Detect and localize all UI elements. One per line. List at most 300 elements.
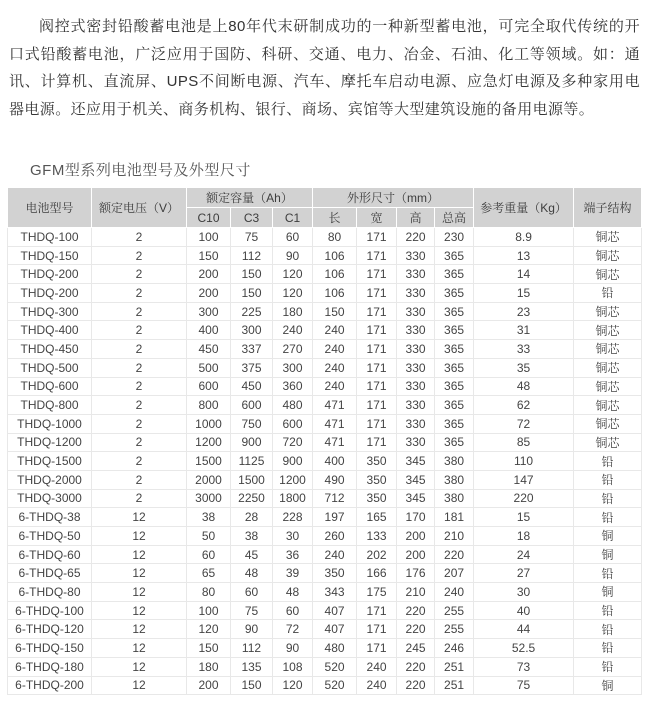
table-cell: 24 xyxy=(474,545,574,564)
table-cell: 240 xyxy=(357,676,397,695)
table-cell: 44 xyxy=(474,620,574,639)
table-cell: 铅 xyxy=(574,601,642,620)
table-cell: 171 xyxy=(357,620,397,639)
table-cell: 33 xyxy=(474,340,574,359)
table-cell: 80 xyxy=(313,228,357,247)
table-cell: 330 xyxy=(397,340,435,359)
table-cell: 15 xyxy=(474,508,574,527)
table-cell: 255 xyxy=(435,601,474,620)
table-cell: 180 xyxy=(273,302,313,321)
header-weight: 参考重量（Kg） xyxy=(474,188,574,228)
table-cell: 240 xyxy=(313,358,357,377)
table-cell: 240 xyxy=(313,545,357,564)
table-cell: 106 xyxy=(313,246,357,265)
table-cell: 90 xyxy=(273,639,313,658)
table-cell: 6-THDQ-180 xyxy=(8,657,92,676)
table-cell: 400 xyxy=(187,321,231,340)
table-cell: 240 xyxy=(313,377,357,396)
table-cell: 1500 xyxy=(231,470,273,489)
table-cell: 171 xyxy=(357,228,397,247)
table-cell: 220 xyxy=(435,545,474,564)
table-row xyxy=(8,508,642,527)
table-cell: 166 xyxy=(357,564,397,583)
table-cell: 330 xyxy=(397,377,435,396)
table-cell: 330 xyxy=(397,396,435,415)
table-header xyxy=(8,188,642,228)
table-cell: 255 xyxy=(435,620,474,639)
table-cell: THDQ-450 xyxy=(8,340,92,359)
table-cell: 23 xyxy=(474,302,574,321)
table-cell: 112 xyxy=(231,639,273,658)
table-cell: 380 xyxy=(435,489,474,508)
table-cell: 150 xyxy=(231,265,273,284)
table-cell: 1200 xyxy=(187,433,231,452)
table-cell: 18 xyxy=(474,527,574,546)
table-cell: 360 xyxy=(273,377,313,396)
table-row xyxy=(8,657,642,676)
table-cell: 120 xyxy=(273,676,313,695)
table-cell: 330 xyxy=(397,433,435,452)
table-cell: 100 xyxy=(187,601,231,620)
table-cell: 375 xyxy=(231,358,273,377)
table-cell: 6-THDQ-200 xyxy=(8,676,92,695)
table-cell: THDQ-1200 xyxy=(8,433,92,452)
table-cell: 12 xyxy=(92,676,187,695)
table-row xyxy=(8,676,642,695)
table-cell: 1000 xyxy=(187,414,231,433)
table-cell: THDQ-600 xyxy=(8,377,92,396)
table-row xyxy=(8,377,642,396)
header-total-height: 总高 xyxy=(435,208,474,228)
table-cell: THDQ-3000 xyxy=(8,489,92,508)
table-cell: 1500 xyxy=(187,452,231,471)
table-cell: 75 xyxy=(474,676,574,695)
table-cell: THDQ-1500 xyxy=(8,452,92,471)
table-cell: 2 xyxy=(92,470,187,489)
table-cell: 6-THDQ-80 xyxy=(8,583,92,602)
table-cell: 180 xyxy=(187,657,231,676)
table-cell: 171 xyxy=(357,396,397,415)
table-cell: 73 xyxy=(474,657,574,676)
table-cell: 6-THDQ-60 xyxy=(8,545,92,564)
table-row xyxy=(8,489,642,508)
table-cell: 220 xyxy=(397,601,435,620)
table-row xyxy=(8,583,642,602)
header-c3: C3 xyxy=(231,208,273,228)
table-cell: 200 xyxy=(397,545,435,564)
table-cell: 铅 xyxy=(574,639,642,658)
table-cell: 500 xyxy=(187,358,231,377)
table-cell: 365 xyxy=(435,302,474,321)
table-cell: 345 xyxy=(397,452,435,471)
table-cell: 2000 xyxy=(187,470,231,489)
table-cell: 8.9 xyxy=(474,228,574,247)
table-cell: 120 xyxy=(273,265,313,284)
table-cell: 520 xyxy=(313,676,357,695)
table-row xyxy=(8,639,642,658)
table-cell: 220 xyxy=(397,657,435,676)
table-cell: 75 xyxy=(231,228,273,247)
header-width: 宽 xyxy=(357,208,397,228)
table-cell: 15 xyxy=(474,284,574,303)
header-height: 高 xyxy=(397,208,435,228)
table-cell: 60 xyxy=(273,601,313,620)
table-cell: 490 xyxy=(313,470,357,489)
table-cell: THDQ-2000 xyxy=(8,470,92,489)
table-cell: 1800 xyxy=(273,489,313,508)
table-cell: 337 xyxy=(231,340,273,359)
table-cell: 251 xyxy=(435,676,474,695)
header-dimensions-group: 外形尺寸（mm） xyxy=(313,188,474,208)
table-cell: 330 xyxy=(397,358,435,377)
table-cell: THDQ-500 xyxy=(8,358,92,377)
table-cell: 365 xyxy=(435,414,474,433)
table-cell: 75 xyxy=(231,601,273,620)
table-cell: 13 xyxy=(474,246,574,265)
table-row xyxy=(8,601,642,620)
table-cell: 171 xyxy=(357,340,397,359)
table-cell: 6-THDQ-120 xyxy=(8,620,92,639)
table-row xyxy=(8,452,642,471)
table-cell: 铜芯 xyxy=(574,414,642,433)
table-cell: 246 xyxy=(435,639,474,658)
table-cell: 铅 xyxy=(574,620,642,639)
table-cell: 600 xyxy=(187,377,231,396)
table-row xyxy=(8,321,642,340)
table-cell: 90 xyxy=(273,246,313,265)
table-cell: 12 xyxy=(92,620,187,639)
table-cell: 240 xyxy=(435,583,474,602)
table-cell: 108 xyxy=(273,657,313,676)
table-cell: 铜芯 xyxy=(574,340,642,359)
header-voltage: 额定电压（V） xyxy=(92,188,187,228)
table-cell: 铜芯 xyxy=(574,377,642,396)
table-cell: 365 xyxy=(435,246,474,265)
table-cell: 48 xyxy=(231,564,273,583)
table-row xyxy=(8,302,642,321)
table-cell: 52.5 xyxy=(474,639,574,658)
table-cell: 150 xyxy=(187,246,231,265)
table-cell: 207 xyxy=(435,564,474,583)
table-cell: 106 xyxy=(313,265,357,284)
table-cell: 2 xyxy=(92,452,187,471)
table-cell: 50 xyxy=(187,527,231,546)
table-cell: 120 xyxy=(187,620,231,639)
table-row xyxy=(8,620,642,639)
table-cell: 6-THDQ-50 xyxy=(8,527,92,546)
table-cell: 60 xyxy=(273,228,313,247)
table-cell: 171 xyxy=(357,302,397,321)
table-cell: 365 xyxy=(435,377,474,396)
table-cell: 150 xyxy=(231,284,273,303)
table-cell: 200 xyxy=(397,527,435,546)
table-cell: 铅 xyxy=(574,564,642,583)
table-header-row-groups xyxy=(8,188,642,208)
table-cell: 171 xyxy=(357,639,397,658)
table-row xyxy=(8,340,642,359)
table-cell: 铜芯 xyxy=(574,433,642,452)
table-cell: 2 xyxy=(92,414,187,433)
table-cell: 600 xyxy=(231,396,273,415)
table-cell: 365 xyxy=(435,340,474,359)
table-cell: 2 xyxy=(92,284,187,303)
table-cell: 6-THDQ-150 xyxy=(8,639,92,658)
table-cell: 330 xyxy=(397,302,435,321)
table-cell: 150 xyxy=(313,302,357,321)
table-cell: 12 xyxy=(92,527,187,546)
table-cell: 2 xyxy=(92,265,187,284)
table-cell: THDQ-100 xyxy=(8,228,92,247)
table-cell: 171 xyxy=(357,358,397,377)
table-cell: 36 xyxy=(273,545,313,564)
table-cell: THDQ-150 xyxy=(8,246,92,265)
table-cell: 铜芯 xyxy=(574,246,642,265)
table-cell: 450 xyxy=(231,377,273,396)
table-cell: 750 xyxy=(231,414,273,433)
table-cell: 365 xyxy=(435,358,474,377)
table-cell: 40 xyxy=(474,601,574,620)
table-cell: 176 xyxy=(397,564,435,583)
table-cell: 170 xyxy=(397,508,435,527)
table-cell: 12 xyxy=(92,508,187,527)
table-cell: 300 xyxy=(187,302,231,321)
table-cell: 240 xyxy=(313,321,357,340)
table-cell: 1200 xyxy=(273,470,313,489)
table-cell: 27 xyxy=(474,564,574,583)
table-cell: 铜 xyxy=(574,676,642,695)
table-cell: 铜芯 xyxy=(574,302,642,321)
table-cell: 铜芯 xyxy=(574,358,642,377)
table-cell: 345 xyxy=(397,470,435,489)
table-cell: 2 xyxy=(92,321,187,340)
header-c1: C1 xyxy=(273,208,313,228)
table-row xyxy=(8,228,642,247)
table-cell: 铜 xyxy=(574,545,642,564)
table-cell: 720 xyxy=(273,433,313,452)
header-model: 电池型号 xyxy=(8,188,92,228)
table-cell: 147 xyxy=(474,470,574,489)
table-row xyxy=(8,358,642,377)
table-cell: 48 xyxy=(273,583,313,602)
table-cell: THDQ-1000 xyxy=(8,414,92,433)
table-cell: 35 xyxy=(474,358,574,377)
table-cell: 240 xyxy=(313,340,357,359)
table-cell: 407 xyxy=(313,620,357,639)
table-cell: 铜 xyxy=(574,527,642,546)
table-cell: 106 xyxy=(313,284,357,303)
table-cell: 80 xyxy=(187,583,231,602)
table-cell: 30 xyxy=(474,583,574,602)
table-row xyxy=(8,527,642,546)
table-cell: 200 xyxy=(187,284,231,303)
table-cell: 150 xyxy=(187,639,231,658)
table-cell: 202 xyxy=(357,545,397,564)
table-cell: 60 xyxy=(231,583,273,602)
table-cell: 铜芯 xyxy=(574,265,642,284)
table-cell: 200 xyxy=(187,265,231,284)
table-cell: 3000 xyxy=(187,489,231,508)
table-cell: 171 xyxy=(357,414,397,433)
table-cell: THDQ-800 xyxy=(8,396,92,415)
table-cell: 365 xyxy=(435,321,474,340)
table-cell: 铅 xyxy=(574,284,642,303)
table-cell: 712 xyxy=(313,489,357,508)
table-cell: 600 xyxy=(273,414,313,433)
table-cell: 112 xyxy=(231,246,273,265)
table-cell: 471 xyxy=(313,433,357,452)
table-cell: 171 xyxy=(357,265,397,284)
table-cell: 6-THDQ-38 xyxy=(8,508,92,527)
table-cell: 2 xyxy=(92,340,187,359)
table-cell: 365 xyxy=(435,396,474,415)
battery-table-body xyxy=(8,228,642,695)
table-cell: 220 xyxy=(474,489,574,508)
table-cell: 365 xyxy=(435,265,474,284)
table-cell: 330 xyxy=(397,321,435,340)
table-cell: 330 xyxy=(397,246,435,265)
table-cell: 65 xyxy=(187,564,231,583)
table-cell: 110 xyxy=(474,452,574,471)
table-cell: 62 xyxy=(474,396,574,415)
table-cell: 48 xyxy=(474,377,574,396)
table-cell: 铜芯 xyxy=(574,321,642,340)
table-cell: 200 xyxy=(187,676,231,695)
table-cell: 380 xyxy=(435,452,474,471)
table-cell: THDQ-300 xyxy=(8,302,92,321)
table-cell: 480 xyxy=(313,639,357,658)
table-cell: 450 xyxy=(187,340,231,359)
table-cell: 171 xyxy=(357,246,397,265)
table-cell: 120 xyxy=(273,284,313,303)
table-cell: 38 xyxy=(231,527,273,546)
table-cell: 133 xyxy=(357,527,397,546)
table-row xyxy=(8,396,642,415)
table-cell: 300 xyxy=(231,321,273,340)
table-row xyxy=(8,470,642,489)
header-capacity-group: 额定容量（Ah） xyxy=(187,188,313,208)
table-cell: 345 xyxy=(397,489,435,508)
table-row xyxy=(8,246,642,265)
table-cell: 350 xyxy=(357,489,397,508)
table-cell: 181 xyxy=(435,508,474,527)
table-cell: 270 xyxy=(273,340,313,359)
table-row xyxy=(8,284,642,303)
table-cell: 365 xyxy=(435,433,474,452)
table-cell: 6-THDQ-65 xyxy=(8,564,92,583)
table-cell: 171 xyxy=(357,377,397,396)
table-cell: 245 xyxy=(397,639,435,658)
table-cell: 85 xyxy=(474,433,574,452)
table-cell: 12 xyxy=(92,657,187,676)
table-cell: 2250 xyxy=(231,489,273,508)
table-cell: 12 xyxy=(92,583,187,602)
table-cell: 220 xyxy=(397,228,435,247)
table-cell: 2 xyxy=(92,396,187,415)
table-cell: 150 xyxy=(231,676,273,695)
table-cell: 30 xyxy=(273,527,313,546)
table-cell: 210 xyxy=(435,527,474,546)
table-cell: 2 xyxy=(92,377,187,396)
table-cell: 171 xyxy=(357,284,397,303)
table-cell: 铅 xyxy=(574,508,642,527)
table-cell: 38 xyxy=(187,508,231,527)
table-cell: 343 xyxy=(313,583,357,602)
table-cell: 铅 xyxy=(574,489,642,508)
table-cell: 12 xyxy=(92,601,187,620)
table-cell: 100 xyxy=(187,228,231,247)
table-cell: 365 xyxy=(435,284,474,303)
table-cell: 72 xyxy=(273,620,313,639)
table-cell: 197 xyxy=(313,508,357,527)
table-cell: 171 xyxy=(357,321,397,340)
table-cell: 210 xyxy=(397,583,435,602)
table-row xyxy=(8,265,642,284)
table-cell: 72 xyxy=(474,414,574,433)
table-cell: 90 xyxy=(231,620,273,639)
table-row xyxy=(8,433,642,452)
table-cell: 165 xyxy=(357,508,397,527)
table-cell: 2 xyxy=(92,489,187,508)
header-terminal: 端子结构 xyxy=(574,188,642,228)
battery-spec-table xyxy=(7,187,642,695)
table-cell: 铜 xyxy=(574,583,642,602)
table-cell: 12 xyxy=(92,564,187,583)
table-cell: 900 xyxy=(273,452,313,471)
table-cell: 471 xyxy=(313,396,357,415)
table-cell: 铜芯 xyxy=(574,228,642,247)
table-cell: 330 xyxy=(397,284,435,303)
table-cell: 135 xyxy=(231,657,273,676)
table-cell: 28 xyxy=(231,508,273,527)
table-cell: 60 xyxy=(187,545,231,564)
table-cell: 1125 xyxy=(231,452,273,471)
table-cell: 380 xyxy=(435,470,474,489)
table-cell: THDQ-200 xyxy=(8,265,92,284)
table-cell: 350 xyxy=(313,564,357,583)
table-cell: 铅 xyxy=(574,470,642,489)
table-cell: 520 xyxy=(313,657,357,676)
table-cell: 240 xyxy=(273,321,313,340)
table-cell: THDQ-200 xyxy=(8,284,92,303)
table-row xyxy=(8,564,642,583)
table-cell: 260 xyxy=(313,527,357,546)
table-cell: 407 xyxy=(313,601,357,620)
table-cell: 12 xyxy=(92,639,187,658)
table-cell: 2 xyxy=(92,433,187,452)
table-cell: 300 xyxy=(273,358,313,377)
table-cell: 39 xyxy=(273,564,313,583)
table-cell: 45 xyxy=(231,545,273,564)
table-cell: 220 xyxy=(397,620,435,639)
table-cell: THDQ-400 xyxy=(8,321,92,340)
table-cell: 171 xyxy=(357,433,397,452)
table-cell: 480 xyxy=(273,396,313,415)
header-length: 长 xyxy=(313,208,357,228)
table-cell: 31 xyxy=(474,321,574,340)
table-cell: 2 xyxy=(92,358,187,377)
table-cell: 225 xyxy=(231,302,273,321)
table-cell: 6-THDQ-100 xyxy=(8,601,92,620)
table-cell: 2 xyxy=(92,302,187,321)
table-cell: 铅 xyxy=(574,452,642,471)
table-cell: 171 xyxy=(357,601,397,620)
table-cell: 800 xyxy=(187,396,231,415)
header-c10: C10 xyxy=(187,208,231,228)
table-cell: 350 xyxy=(357,470,397,489)
table-cell: 228 xyxy=(273,508,313,527)
table-cell: 2 xyxy=(92,228,187,247)
table-cell: 220 xyxy=(397,676,435,695)
